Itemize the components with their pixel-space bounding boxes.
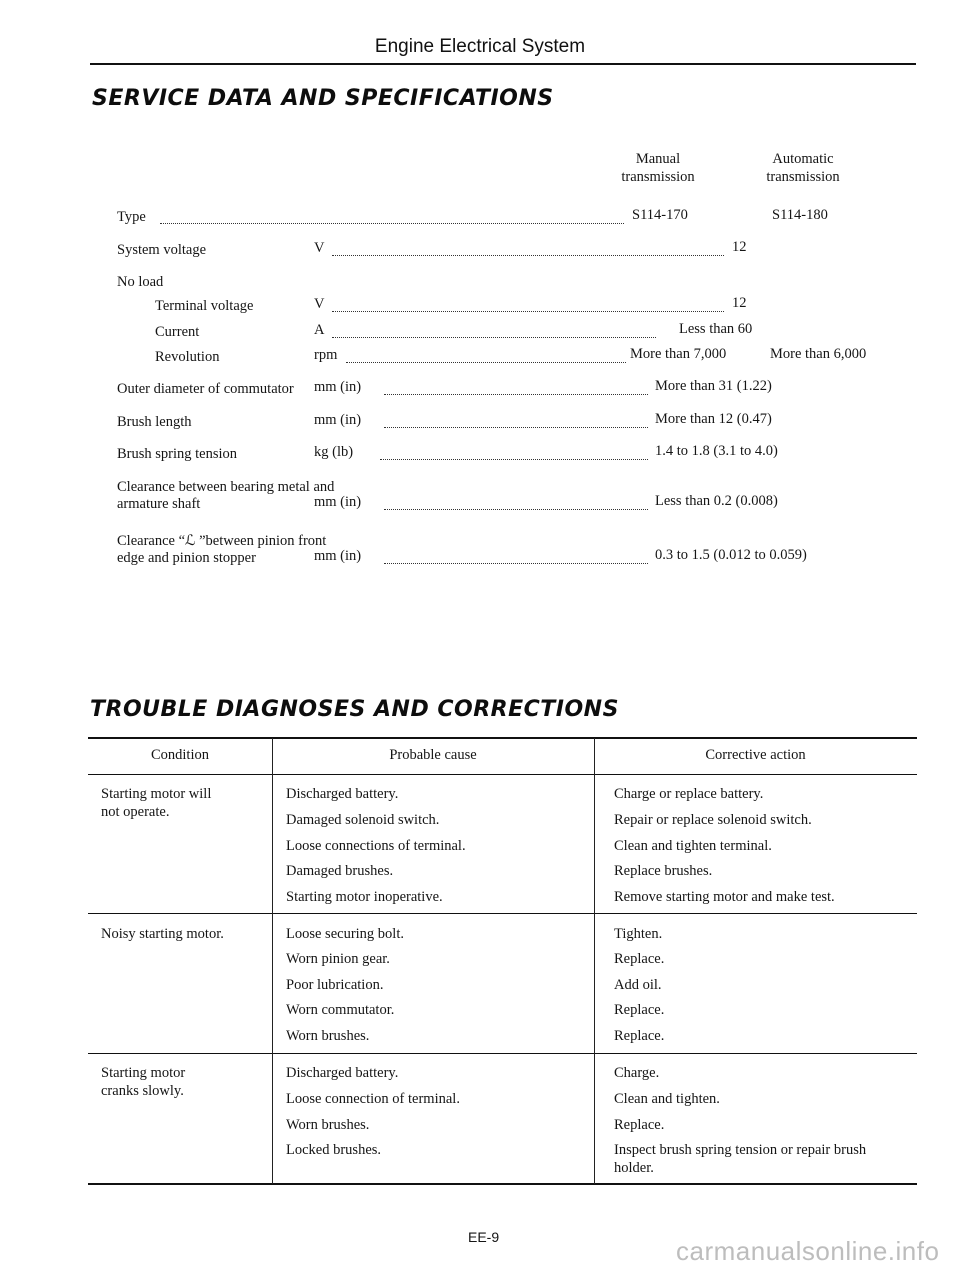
leader-dots <box>160 223 624 224</box>
action-cell: Repair or replace solenoid switch. <box>614 812 812 828</box>
cause-cell: Worn pinion gear. <box>286 951 390 967</box>
running-header: Engine Electrical System <box>374 36 586 57</box>
spec-no-load-label: No load <box>117 274 164 290</box>
leader-dots <box>332 255 724 256</box>
spec-type-automatic: S114-180 <box>772 207 828 223</box>
spec-clearance-bearing-value: Less than 0.2 (0.008) <box>655 493 778 509</box>
cause-cell: Loose securing bolt. <box>286 926 404 942</box>
action-cell: Remove starting motor and make test. <box>614 889 835 905</box>
table-column-divider <box>594 738 595 1184</box>
spec-current-label: Current <box>155 324 200 340</box>
spec-outer-diameter-unit: mm (in) <box>314 379 362 395</box>
spec-brush-spring-value: 1.4 to 1.8 (3.1 to 4.0) <box>655 443 778 459</box>
spec-clearance-pinion-value: 0.3 to 1.5 (0.012 to 0.059) <box>655 547 807 563</box>
cause-cell: Worn brushes. <box>286 1028 370 1044</box>
cause-cell: Damaged solenoid switch. <box>286 812 440 828</box>
th-condition: Condition <box>150 747 209 763</box>
spec-system-voltage-label: System voltage <box>117 242 207 258</box>
table-header-rule <box>88 774 917 775</box>
leader-dots <box>332 337 656 338</box>
cause-cell: Locked brushes. <box>286 1142 382 1158</box>
action-cell: Charge. <box>614 1065 660 1081</box>
spec-terminal-voltage-label: Terminal voltage <box>155 298 254 314</box>
spec-brush-spring-label: Brush spring tension <box>117 446 238 462</box>
condition-cell: Noisy starting motor. <box>101 926 224 942</box>
cause-cell: Discharged battery. <box>286 1065 399 1081</box>
table-top-rule <box>88 737 917 739</box>
action-cell: Replace. <box>614 1117 665 1133</box>
spec-terminal-voltage-value: 12 <box>732 295 747 311</box>
table-bottom-rule <box>88 1183 917 1185</box>
site-watermark: carmanualsonline.info <box>676 1236 940 1266</box>
spec-system-voltage-unit: V <box>314 240 325 256</box>
spec-brush-spring-unit: kg (lb) <box>314 444 354 460</box>
spec-clearance-bearing-label-2: armature shaft <box>117 496 201 512</box>
cause-cell: Worn brushes. <box>286 1117 370 1133</box>
table-group-divider <box>88 1053 917 1054</box>
th-corrective-action: Corrective action <box>705 747 806 763</box>
leader-dots <box>332 311 724 312</box>
action-cell: Clean and tighten terminal. <box>614 838 772 854</box>
service-data-heading: SERVICE DATA AND SPECIFICATIONS <box>92 86 554 111</box>
spec-clearance-bearing-unit: mm (in) <box>314 494 362 510</box>
leader-dots <box>384 427 648 428</box>
cause-cell: Starting motor inoperative. <box>286 889 443 905</box>
leader-dots <box>346 362 626 363</box>
leader-dots <box>384 394 648 395</box>
action-cell: Replace. <box>614 1002 665 1018</box>
cause-cell: Loose connections of terminal. <box>286 838 466 854</box>
spec-terminal-voltage-unit: V <box>314 296 325 312</box>
condition-cell: Starting motor will not operate. <box>101 786 212 820</box>
condition-cell: Starting motor cranks slowly. <box>101 1065 186 1099</box>
cause-cell: Poor lubrication. <box>286 977 384 993</box>
action-cell: Replace. <box>614 951 665 967</box>
cause-cell: Worn commutator. <box>286 1002 395 1018</box>
spec-type-label: Type <box>117 209 146 225</box>
leader-dots <box>384 563 648 564</box>
spec-current-unit: A <box>314 322 325 338</box>
leader-dots <box>384 509 648 510</box>
spec-clearance-bearing-label-1: Clearance between bearing metal and <box>117 479 335 495</box>
page-number: EE-9 <box>468 1229 500 1245</box>
spec-revolution-automatic: More than 6,000 <box>770 346 867 362</box>
th-probable-cause: Probable cause <box>389 747 477 763</box>
spec-clearance-pinion-label-1: Clearance “ℒ ”between pinion front <box>117 533 327 549</box>
spec-type-manual: S114-170 <box>632 207 688 223</box>
spec-outer-diameter-label: Outer diameter of commutator <box>117 381 294 397</box>
cause-cell: Damaged brushes. <box>286 863 394 879</box>
spec-brush-length-unit: mm (in) <box>314 412 362 428</box>
header-rule <box>90 63 916 65</box>
trouble-diagnoses-heading: TROUBLE DIAGNOSES AND CORRECTIONS <box>90 697 619 722</box>
action-cell: Clean and tighten. <box>614 1091 720 1107</box>
col-automatic-header: Automatic transmission <box>766 151 840 185</box>
action-cell: Add oil. <box>614 977 662 993</box>
spec-clearance-pinion-label-2: edge and pinion stopper <box>117 550 256 566</box>
spec-brush-length-value: More than 12 (0.47) <box>655 411 772 427</box>
col-manual-header: Manual transmission <box>621 151 695 185</box>
action-cell: Tighten. <box>614 926 663 942</box>
cause-cell: Loose connection of terminal. <box>286 1091 460 1107</box>
action-cell: Replace brushes. <box>614 863 713 879</box>
spec-current-value: Less than 60 <box>679 321 753 337</box>
cause-cell: Discharged battery. <box>286 786 399 802</box>
leader-dots <box>380 459 648 460</box>
spec-revolution-manual: More than 7,000 <box>630 346 727 362</box>
spec-revolution-label: Revolution <box>155 349 220 365</box>
spec-clearance-pinion-unit: mm (in) <box>314 548 362 564</box>
table-group-divider <box>88 913 917 914</box>
spec-outer-diameter-value: More than 31 (1.22) <box>655 378 772 394</box>
action-cell: Inspect brush spring tension or repair brush holder. <box>614 1142 867 1176</box>
spec-system-voltage-value: 12 <box>732 239 747 255</box>
spec-brush-length-label: Brush length <box>117 414 192 430</box>
table-column-divider <box>272 738 273 1184</box>
action-cell: Replace. <box>614 1028 665 1044</box>
action-cell: Charge or replace battery. <box>614 786 764 802</box>
spec-revolution-unit: rpm <box>314 347 338 363</box>
